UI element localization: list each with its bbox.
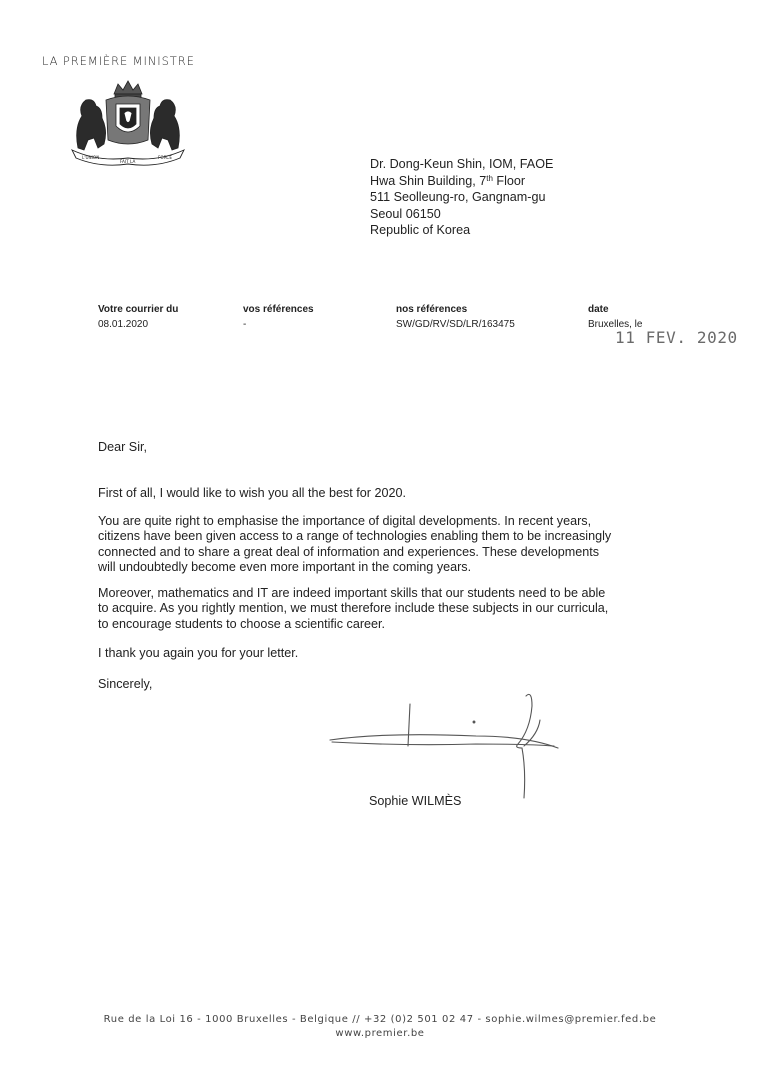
footer-address: Rue de la Loi 16 - 1000 Bruxelles - Belgique // +32 (0)2 501 02 47 - sophie.wilmes@premier.fed.be bbox=[103, 1014, 657, 1025]
signatory-name: Sophie WILMÈS bbox=[369, 794, 462, 808]
our-refs-column bbox=[396, 302, 515, 332]
handwritten-signature bbox=[326, 690, 562, 802]
your-letter-column bbox=[98, 302, 178, 332]
recipient-city: Seoul 06150 bbox=[370, 206, 441, 221]
date-place: Bruxelles, le bbox=[588, 319, 643, 330]
our-refs-label: nos références bbox=[396, 304, 468, 315]
your-refs-value: - bbox=[243, 319, 247, 330]
belgian-coat-of-arms-logo bbox=[68, 78, 188, 166]
your-refs-label: vos références bbox=[243, 304, 314, 315]
paragraph-greeting: First of all, I would like to wish you all the best for 2020. bbox=[98, 486, 406, 500]
paragraph-digital: You are quite right to emphasise the importance of digital developments. In recent years, citizens have been given access to a range of technologies enabling them to be increasingly connected and to share a great deal of information and experiences. These developments will undoubtedly become even more important in the coming years. bbox=[98, 514, 612, 575]
paragraph-thanks: I thank you again you for your letter. bbox=[98, 646, 299, 660]
your-letter-value: 08.01.2020 bbox=[98, 319, 149, 330]
motto-word-3: FORCE bbox=[158, 155, 172, 160]
closing: Sincerely, bbox=[98, 677, 153, 691]
your-refs-column bbox=[243, 302, 314, 332]
footer-website: www.premier.be bbox=[335, 1028, 425, 1039]
recipient-country: Republic of Korea bbox=[370, 223, 471, 237]
salutation: Dear Sir, bbox=[98, 440, 147, 454]
paragraph-skills: Moreover, mathematics and IT are indeed important skills that our students need to be able to acquire. As you rightly mention, we must therefore include these subjects in our curricula, to encourage students to choose a scientific career. bbox=[98, 586, 609, 631]
motto-word-2: FAIT LA bbox=[120, 159, 136, 164]
recipient-name: Dr. Dong-Keun Shin, IOM, FAOE bbox=[370, 157, 554, 171]
our-refs-value: SW/GD/RV/SD/LR/163475 bbox=[396, 319, 515, 330]
recipient-building: Hwa Shin Building, 7th Floor bbox=[370, 173, 526, 188]
date-stamp: 11 FEV. 2020 bbox=[615, 328, 738, 347]
motto-word-1: L'UNION bbox=[82, 155, 100, 160]
date-label: date bbox=[588, 304, 609, 315]
recipient-address bbox=[370, 156, 553, 239]
office-title: LA PREMIÈRE MINISTRE bbox=[42, 54, 195, 68]
recipient-street: 511 Seolleung-ro, Gangnam-gu bbox=[370, 190, 546, 204]
your-letter-label: Votre courrier du bbox=[98, 304, 179, 315]
